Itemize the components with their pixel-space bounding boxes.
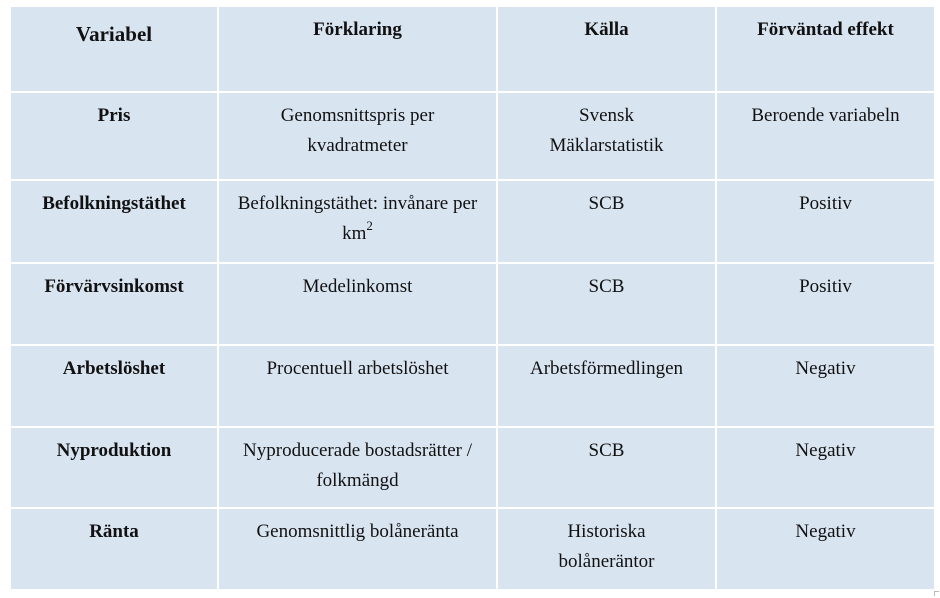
cell-effekt: Positiv	[717, 264, 934, 346]
header-effekt: Förväntad effekt	[717, 7, 934, 93]
table-row	[11, 509, 934, 591]
cell-effekt: Negativ	[717, 509, 934, 591]
cell-effekt: Beroende variabeln	[717, 93, 934, 181]
cell-forklaring: Genomsnittspris per kvadratmeter	[219, 93, 498, 181]
cell-variabel: Pris	[11, 93, 219, 181]
cell-kalla: Svensk Mäklarstatistik	[498, 93, 717, 181]
corner-mark	[934, 591, 939, 596]
table-row	[11, 181, 934, 264]
table-row	[11, 346, 934, 428]
cell-forklaring: Medelinkomst	[219, 264, 498, 346]
cell-kalla: SCB	[498, 264, 717, 346]
cell-kalla: Arbetsförmedlingen	[498, 346, 717, 428]
header-variabel: Variabel	[11, 7, 219, 93]
cell-variabel: Befolkningstäthet	[11, 181, 219, 264]
cell-variabel: Ränta	[11, 509, 219, 591]
cell-kalla: SCB	[498, 181, 717, 264]
cell-forklaring-text: Befolkningstäthet: invånare per km	[237, 193, 478, 244]
table-row	[11, 428, 934, 509]
superscript: 2	[366, 218, 373, 233]
cell-effekt: Positiv	[717, 181, 934, 264]
header-forklaring: Förklaring	[219, 7, 498, 93]
cell-forklaring: Procentuell arbetslöshet	[219, 346, 498, 428]
table-row	[11, 264, 934, 346]
cell-forklaring	[219, 181, 498, 264]
cell-effekt: Negativ	[717, 428, 934, 509]
cell-variabel: Nyproduktion	[11, 428, 219, 509]
cell-kalla: SCB	[498, 428, 717, 509]
cell-kalla: Historiska bolåneräntor	[498, 509, 717, 591]
header-row	[11, 7, 934, 93]
variables-table	[11, 7, 934, 591]
cell-variabel: Förvärvsinkomst	[11, 264, 219, 346]
cell-effekt: Negativ	[717, 346, 934, 428]
cell-variabel: Arbetslöshet	[11, 346, 219, 428]
header-kalla: Källa	[498, 7, 717, 93]
cell-forklaring: Nyproducerade bostadsrätter / folkmängd	[219, 428, 498, 509]
cell-forklaring: Genomsnittlig bolåneränta	[219, 509, 498, 591]
table-row	[11, 93, 934, 181]
